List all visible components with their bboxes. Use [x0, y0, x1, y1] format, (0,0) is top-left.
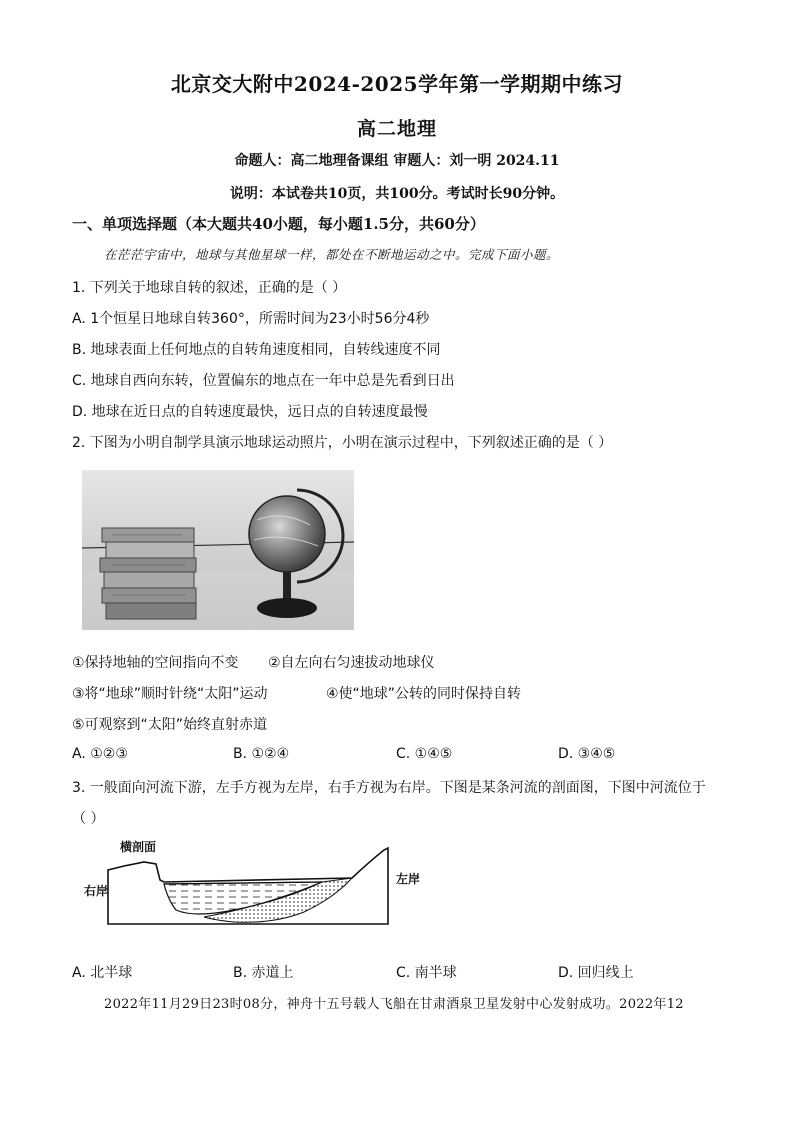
diagram-label-section: 横剖面 — [120, 840, 157, 854]
q2-option-d: D. ③④⑤ — [558, 746, 616, 762]
q2-option-a: A. ①②③ — [72, 746, 128, 762]
q1-stem: 1. 下列关于地球自转的叙述，正确的是（ ） — [72, 280, 347, 296]
q2-statement-2: ②自左向右匀速拔动地球仪 — [268, 655, 435, 671]
authors-line: 命题人：高二地理备课组 审题人：刘一明 2024.11 — [234, 153, 560, 169]
globe-demo-photo — [82, 470, 354, 630]
q2-option-c: C. ①④⑤ — [396, 746, 453, 762]
q3-option-d: D. 回归线上 — [558, 965, 634, 981]
q2-statement-1: ①保持地轴的空间指向不变 — [72, 655, 239, 671]
exam-note: 说明：本试卷共10页，共100分。考试时长90分钟。 — [229, 186, 565, 202]
q2-stem: 2. 下图为小明自制学具演示地球运动照片，小明在演示过程中，下列叙述正确的是（ ） — [72, 435, 613, 451]
diagram-label-left-bank: 左岸 — [396, 872, 421, 886]
q1-option-b: B. 地球表面上任何地点的自转角速度相同，自转线速度不同 — [72, 342, 441, 358]
section-intro: 在茫茫宇宙中，地球与其他星球一样，都处在不断地运动之中。完成下面小题。 — [104, 247, 560, 262]
q3-stem: 3. 一般面向河流下游，左手方视为左岸，右手方视为右岸。下图是某条河流的剖面图，下图中河流位于 — [72, 780, 706, 796]
next-passage-intro: 2022年11月29日23时08分，神舟十五号载人飞船在甘肃酒泉卫星发射中心发射成功。2022年12 — [104, 997, 684, 1012]
q1-option-c: C. 地球自西向东转，位置偏东的地点在一年中总是先看到日出 — [72, 373, 455, 389]
q2-statement-3: ③将“地球”顺时针绕“太阳”运动 — [72, 686, 268, 702]
river-cross-section-diagram — [84, 840, 434, 925]
q2-statement-4: ④使“地球”公转的同时保持自转 — [326, 686, 522, 702]
q2-statement-5: ⑤可观察到“太阳”始终直射赤道 — [72, 717, 268, 733]
q2-option-b: B. ①②④ — [233, 746, 290, 762]
section-heading: 一、单项选择题（本大题共40小题，每小题1.5分，共60分） — [72, 215, 485, 233]
globe-demo-illustration — [82, 470, 354, 630]
q1-option-d: D. 地球在近日点的自转速度最快，远日点的自转速度最慢 — [72, 404, 428, 420]
q3-stem-continuation: （ ） — [72, 811, 105, 827]
q3-option-a: A. 北半球 — [72, 965, 133, 981]
book-stack — [100, 528, 196, 619]
exam-title: 北京交大附中2024-2025学年第一学期期中练习 — [170, 72, 624, 96]
q1-option-a: A. 1个恒星日地球自转360°，所需时间为23小时56分4秒 — [72, 311, 430, 327]
exam-subtitle: 高二地理 — [356, 118, 437, 140]
q3-option-c: C. 南半球 — [396, 965, 457, 981]
diagram-label-right-bank: 右岸 — [84, 884, 109, 898]
q3-option-b: B. 赤道上 — [233, 965, 294, 981]
